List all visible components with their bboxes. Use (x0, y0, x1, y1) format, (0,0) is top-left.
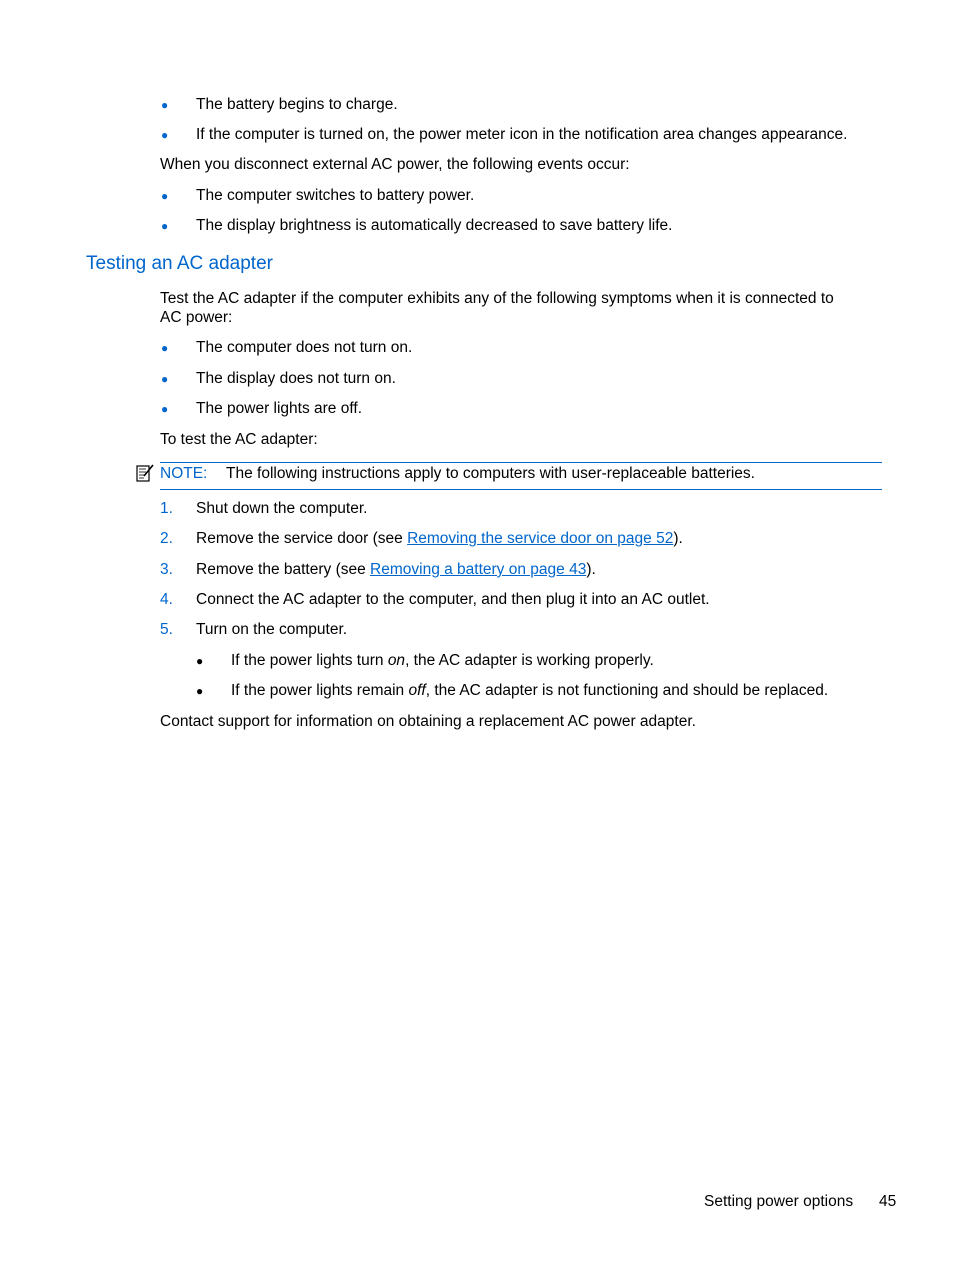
step-number: 3. (160, 561, 173, 578)
note-top-rule (160, 462, 882, 463)
step-text-suffix: ). (673, 530, 683, 547)
step-text (196, 561, 596, 579)
paragraph-line: AC power: (160, 309, 233, 326)
sub-item-emphasis: on (387, 652, 406, 669)
step-text: Shut down the computer. (196, 500, 368, 517)
sub-item-suffix: , the AC adapter is not functioning and should be replaced. (425, 682, 829, 699)
bullet-icon: ● (161, 402, 169, 416)
paragraph: Contact support for information on obtaining a replacement AC power adapter. (160, 713, 696, 730)
step-number: 4. (160, 591, 173, 608)
sub-item-prefix: If the power lights remain (231, 682, 409, 699)
step-text: Turn on the computer. (196, 621, 348, 638)
sub-item-prefix: If the power lights turn (231, 652, 388, 669)
section-heading: Testing an AC adapter (86, 253, 273, 274)
bullet-icon: ● (161, 341, 169, 355)
step-text-prefix: Remove the battery (see (196, 561, 371, 578)
bullet-icon: ● (161, 128, 169, 142)
list-item: The computer switches to battery power. (196, 187, 475, 204)
step-number: 5. (160, 621, 173, 638)
step-number: 1. (160, 500, 173, 517)
page-number: 45 (879, 1193, 897, 1210)
footer-section-title: Setting power options (704, 1193, 854, 1210)
step-number: 2. (160, 530, 173, 547)
note-label: NOTE: (160, 465, 208, 482)
note-text: The following instructions apply to computers with user-replaceable batteries. (226, 465, 755, 482)
list-item: The battery begins to charge. (196, 96, 398, 113)
step-text-suffix: ). (586, 561, 596, 578)
paragraph: To test the AC adapter: (160, 431, 318, 448)
list-item: If the computer is turned on, the power meter icon in the notification area changes appearance. (196, 126, 848, 143)
bullet-icon: ● (161, 372, 169, 386)
bullet-icon: ● (161, 98, 169, 112)
step-text: Connect the AC adapter to the computer, and then plug it into an AC outlet. (196, 591, 710, 608)
list-item: The computer does not turn on. (196, 339, 413, 356)
list-item: The display does not turn on. (196, 370, 396, 387)
step-text-prefix: Remove the service door (see (196, 530, 408, 547)
bullet-icon: ● (161, 189, 169, 203)
battery-link[interactable]: Removing a battery on page 43 (370, 561, 587, 578)
service-door-link[interactable]: Removing the service door on page 52 (407, 530, 674, 547)
paragraph-line: Test the AC adapter if the computer exhibits any of the following symptoms when it is connected to (160, 290, 834, 307)
step-text (196, 530, 683, 548)
bullet-icon: ● (196, 684, 204, 698)
list-item: The display brightness is automatically decreased to save battery life. (196, 217, 673, 234)
sub-item-suffix: , the AC adapter is working properly. (405, 652, 654, 669)
sub-list-item (231, 682, 828, 700)
paragraph: When you disconnect external AC power, the following events occur: (160, 156, 630, 173)
sub-list-item (231, 652, 654, 670)
sub-item-emphasis: off (408, 682, 426, 699)
note-icon (135, 463, 155, 488)
note-bottom-rule (160, 489, 882, 490)
bullet-icon: ● (161, 219, 169, 233)
list-item: The power lights are off. (196, 400, 362, 417)
bullet-icon: ● (196, 654, 204, 668)
